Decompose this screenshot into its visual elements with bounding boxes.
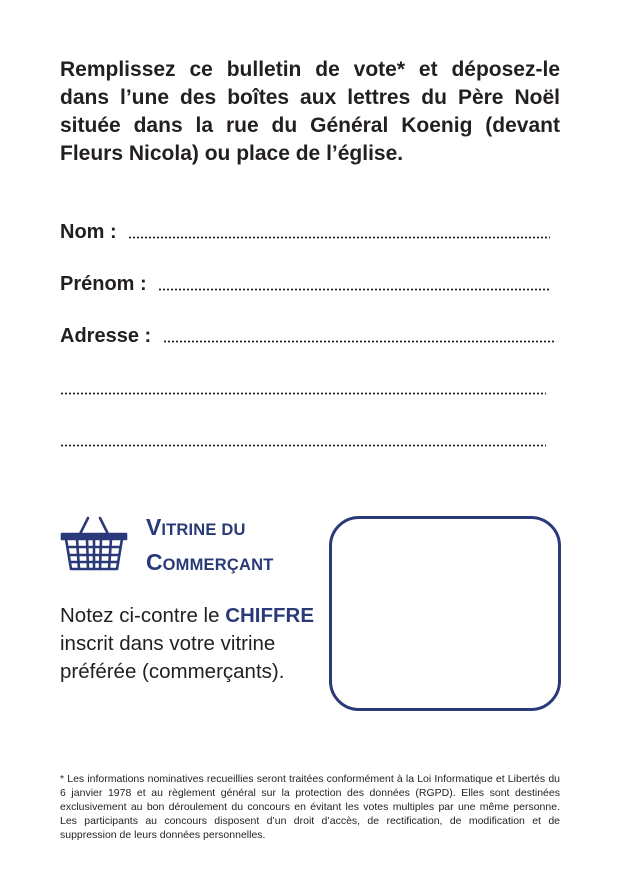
note-highlight: CHIFFRE (225, 604, 315, 627)
vitrine-title-rest-2: OMMERÇANT (162, 556, 274, 574)
prenom-field[interactable] (60, 266, 550, 296)
vitrine-instructions (60, 602, 320, 686)
prenom-dotted-line[interactable] (158, 288, 550, 291)
nom-field[interactable] (60, 214, 550, 244)
vitrine-title-cap-2: C (146, 549, 163, 575)
adresse-dotted-line-2[interactable] (60, 392, 546, 395)
adresse-label: Adresse : (60, 325, 157, 347)
nom-label: Nom : (60, 221, 123, 243)
adresse-dotted-line[interactable] (163, 340, 554, 343)
vitrine-title-rest-1: ITRINE DU (161, 521, 246, 539)
vitrine-title (146, 511, 274, 581)
adresse-line-3[interactable] (60, 422, 546, 452)
chiffre-entry-box[interactable] (329, 516, 561, 711)
adresse-dotted-line-3[interactable] (60, 444, 546, 447)
note-before: Notez ci-contre le (60, 604, 226, 627)
adresse-line-2[interactable] (60, 370, 546, 400)
nom-dotted-line[interactable] (128, 236, 550, 239)
footnote: * Les informations nominatives recueillies seront traitées conformément à la Loi Informatique et Libertés du 6 janvier 1978 et au règlement général sur la protection des données (RGPD). Elles sont destinées exclusivement au bon déroulement du concours en évitant les votes multiples par une même personne. Les participants au concours disposent d’un droit d’accès, de rectification, de modification et de suppression de leurs données personnelles. (60, 773, 560, 841)
vitrine-title-cap-1: V (146, 514, 162, 540)
adresse-field[interactable] (60, 318, 554, 348)
prenom-label: Prénom : (60, 273, 153, 295)
note-after: inscrit dans votre vitrine préférée (commerçants). (60, 632, 285, 683)
instructions-paragraph: Remplissez ce bulletin de vote* et déposez-le dans l’une des boîtes aux lettres du Père Noël située dans la rue du Général Koenig (devant Fleurs Nicola) ou place de l’église. (60, 58, 560, 165)
shopping-basket-icon (60, 514, 128, 572)
